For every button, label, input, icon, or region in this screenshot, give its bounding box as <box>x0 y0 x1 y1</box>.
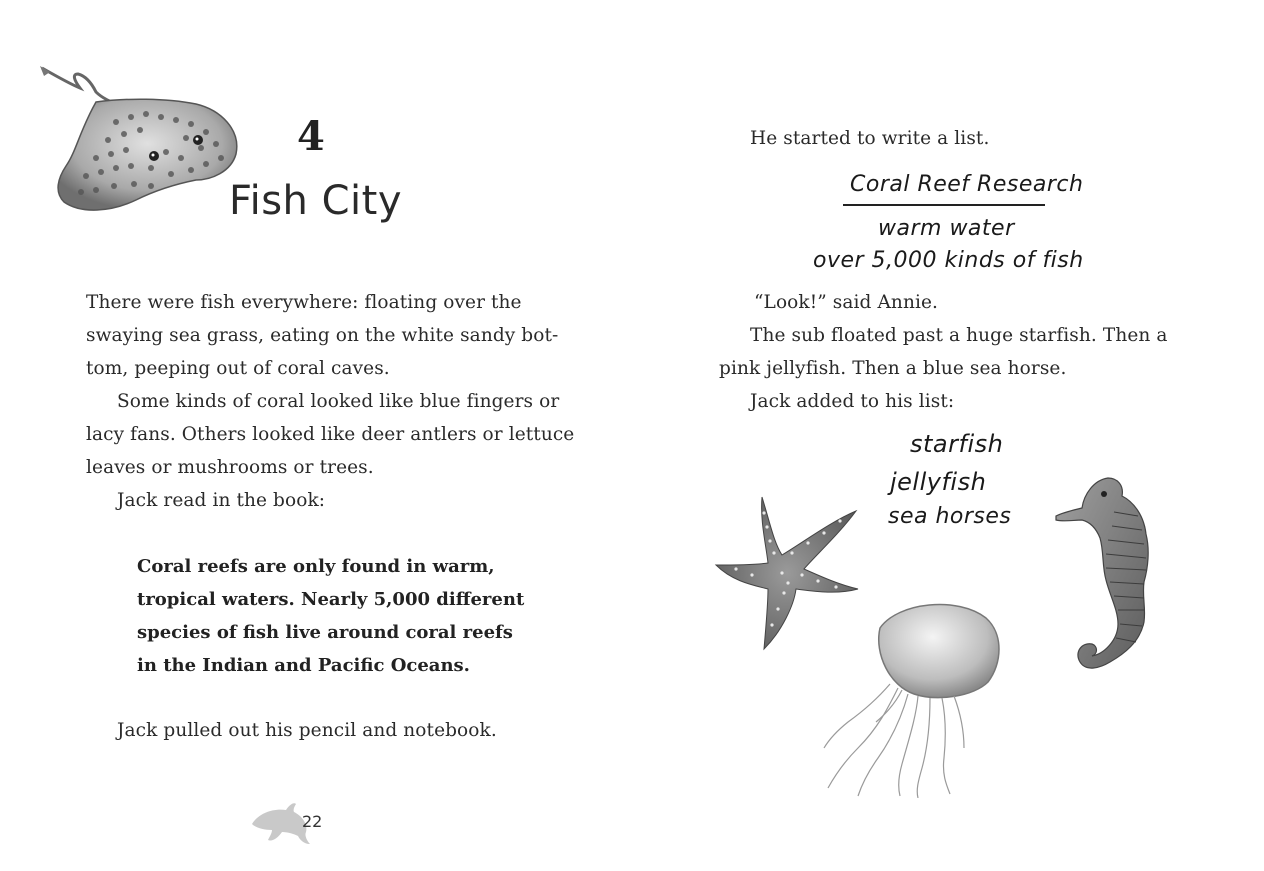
paragraph-line: Jack pulled out his pencil and notebook. <box>117 720 497 741</box>
paragraph-line: Some kinds of coral looked like blue fingers or <box>117 391 560 412</box>
quote-line: species of fish live around coral reefs <box>137 622 513 643</box>
paragraph-line: He started to write a list. <box>750 128 990 149</box>
paragraph-line: There were fish everywhere: floating over the <box>86 292 522 313</box>
notebook-item: warm water <box>878 216 1015 241</box>
heading-underline <box>843 204 1045 206</box>
added-item: jellyfish <box>890 468 987 496</box>
quote-line: Coral reefs are only found in warm, <box>137 556 495 577</box>
paragraph-line: tom, peeping out of coral caves. <box>86 358 390 379</box>
paragraph-line: lacy fans. Others looked like deer antlers or lettuce <box>86 424 575 445</box>
added-item: sea horses <box>888 504 1012 529</box>
quote-line: tropical waters. Nearly 5,000 different <box>137 589 525 610</box>
page-number: 22 <box>302 812 323 831</box>
notebook-heading: Coral Reef Research <box>850 172 1084 197</box>
stingray-illustration <box>36 62 246 217</box>
paragraph-line: “Look!” said Annie. <box>754 292 939 313</box>
jellyfish-illustration <box>818 598 1008 798</box>
paragraph-line: pink jellyfish. Then a blue sea horse. <box>719 358 1067 379</box>
paragraph-line: Jack read in the book: <box>117 490 326 511</box>
paragraph-line: leaves or mushrooms or trees. <box>86 457 374 478</box>
quote-line: in the Indian and Pacific Oceans. <box>137 655 470 676</box>
seahorse-illustration <box>1052 472 1164 694</box>
chapter-title: Fish City <box>229 178 403 224</box>
added-item: starfish <box>910 430 1004 458</box>
chapter-number: 4 <box>297 113 325 160</box>
paragraph-line: Jack added to his list: <box>750 391 955 412</box>
notebook-item: over 5,000 kinds of fish <box>813 248 1084 273</box>
paragraph-line: The sub floated past a huge starfish. Then a <box>750 325 1168 346</box>
paragraph-line: swaying sea grass, eating on the white sandy bot- <box>86 325 559 346</box>
